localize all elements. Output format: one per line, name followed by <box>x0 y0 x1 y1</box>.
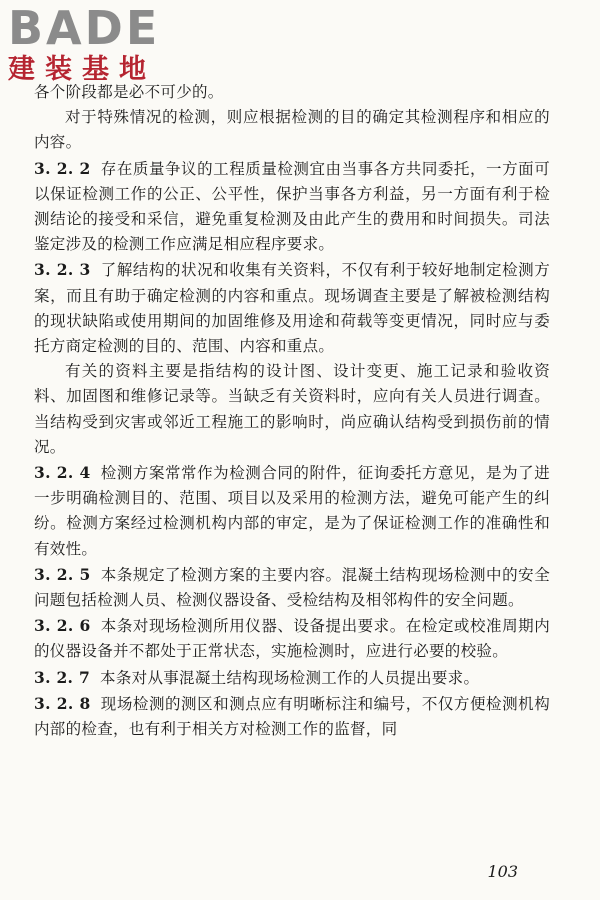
paragraph-text: 本条对从事混凝土结构现场检测工作的人员提出要求。 <box>100 668 480 687</box>
clause-number: 3. 2. 2 <box>34 158 91 178</box>
page-number: 103 <box>487 862 518 881</box>
paragraph-0 <box>34 80 550 105</box>
paragraph-1 <box>34 105 550 155</box>
clause-3-2-2 <box>34 156 550 258</box>
paragraph-4 <box>34 359 550 460</box>
paragraph-text: 了解结构的状况和收集有关资料，不仅有利于较好地制定检测方案，而且有助于确定检测的内容和重点。现场调查主要是了解被检测结构的现状缺陷或使用期间的加固维修及用途和荷载等变更情况，同时应与委托方商定检测的目的、范围、内容和重点。 <box>34 261 550 356</box>
clause-number: 3. 2. 5 <box>34 564 91 584</box>
clause-3-2-3 <box>34 257 550 359</box>
clause-number: 3. 2. 3 <box>34 260 91 280</box>
clause-3-2-5 <box>34 562 550 613</box>
logo-subtitle: 建装基地 <box>8 54 156 85</box>
paragraph-text: 有关的资料主要是指结构的设计图、设计变更、施工记录和验收资料、加固图和维修记录等。当缺乏有关资料时，应向有关人员进行调查。当结构受到灾害或邻近工程施工的影响时，尚应确认结构受到损伤前的情况。 <box>34 362 550 456</box>
paragraph-text: 本条规定了检测方案的主要内容。混凝土结构现场检测中的安全问题包括检测人员、检测仪器设备、受检结构及相邻构件的安全问题。 <box>34 565 550 610</box>
clause-3-2-6 <box>34 613 550 664</box>
document-body <box>34 80 550 742</box>
paragraph-text: 现场检测的测区和测点应有明晰标注和编号，不仅方便检测机构内部的检查，也有利于相关方对检测工作的监督，同 <box>34 694 550 739</box>
paragraph-text: 检测方案常常作为检测合同的附件，征询委托方意见，是为了进一步明确检测目的、范围、项目以及采用的检测方法，避免可能产生的纠纷。检测方案经过检测机构内部的审定，是为了保证检测工作的准确性和有效性。 <box>34 464 550 558</box>
paragraph-text: 本条对现场检测所用仪器、设备提出要求。在检定或校准周期内的仪器设备并不都处于正常状态，实施检测时，应进行必要的校验。 <box>34 617 550 661</box>
paragraph-text: 存在质量争议的工程质量检测宜由当事各方共同委托，一方面可以保证检测工作的公正、公平性，保护当事各方利益，另一方面有利于检测结论的接受和采信，避免重复检测及由此产生的费用和时间损失。司法鉴定涉及的检测工作应满足相应程序要求。 <box>34 159 550 254</box>
clause-number: 3. 2. 4 <box>34 463 91 483</box>
paragraph-text: 各个阶段都是必不可少的。 <box>34 83 224 101</box>
bade-logo <box>8 1 178 88</box>
logo-wordmark: BADE <box>8 1 161 55</box>
clause-3-2-7 <box>34 665 550 691</box>
clause-3-2-4 <box>34 460 550 562</box>
clause-number: 3. 2. 7 <box>34 667 91 687</box>
paragraph-text: 对于特殊情况的检测，则应根据检测的目的确定其检测程序和相应的内容。 <box>34 108 550 152</box>
clause-number: 3. 2. 6 <box>34 616 91 636</box>
clause-number: 3. 2. 8 <box>34 693 91 713</box>
clause-3-2-8 <box>34 691 550 742</box>
